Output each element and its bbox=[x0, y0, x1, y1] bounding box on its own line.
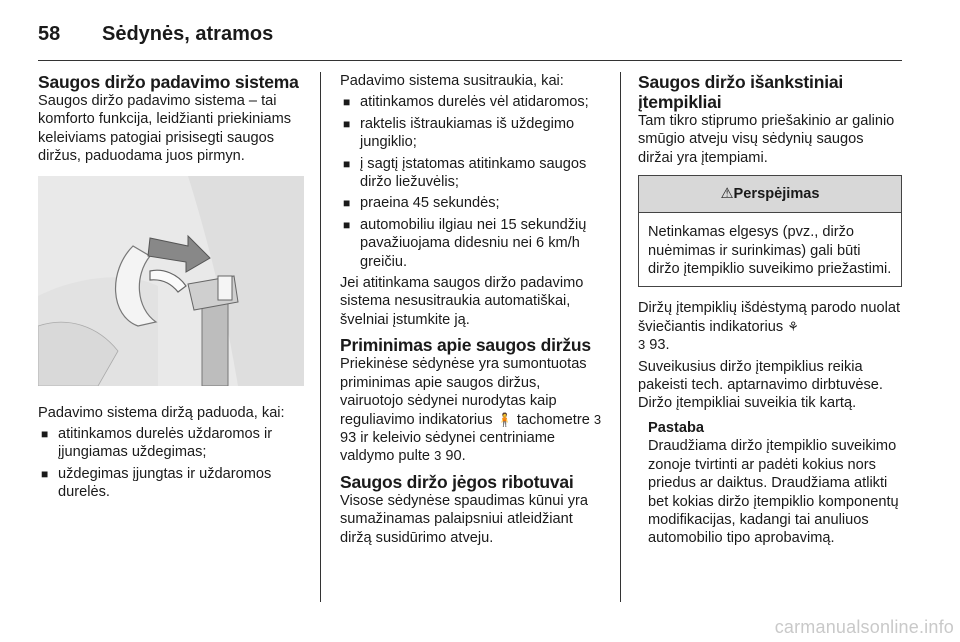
column-2 bbox=[340, 72, 602, 550]
header-rule bbox=[38, 60, 902, 61]
column-1 bbox=[38, 72, 304, 505]
seatbelt-presenter-drawing bbox=[38, 176, 304, 386]
seatbelt-presenter-illustration bbox=[38, 176, 304, 386]
replacement-text: Suveikusius diržo įtempiklius reikia pakeisti tech. aptarnavimo dirbtuvėse. Diržo įtempikliai suveikia tik kartą. bbox=[638, 358, 883, 412]
warning-title: Perspėjimas bbox=[733, 186, 820, 203]
watermark: carmanualsonline.info bbox=[774, 617, 954, 637]
bullet-icon: ■ bbox=[343, 95, 351, 110]
warning-icon: ⚠ bbox=[720, 186, 734, 203]
page-number: 58 bbox=[38, 22, 61, 45]
section-heading-force-limiters: Saugos diržo jėgos ribotuvai bbox=[340, 471, 574, 492]
column-divider bbox=[620, 72, 621, 602]
page-reference-link[interactable]: 93. bbox=[649, 337, 670, 354]
warning-header bbox=[639, 176, 901, 213]
deploy-conditions-list bbox=[38, 425, 304, 502]
page-reference-link[interactable]: 90 bbox=[445, 448, 462, 465]
cross-reference-icon: 3 bbox=[638, 337, 646, 353]
bullet-icon: ■ bbox=[343, 116, 351, 131]
list-item: ■ praeina 45 sekundės; bbox=[343, 195, 500, 212]
bullet-icon: ■ bbox=[41, 427, 49, 442]
pretensioner-intro: Tam tikro stiprumo priešakinio ar galinio smūgio atveju visų sėdynių saugos diržai yra įtempiami. bbox=[638, 113, 895, 166]
indicator-text: Diržų įtempiklių išdėstymą parodo nuolat šviečiantis indikatorius ⚘ 3 93. bbox=[638, 300, 900, 354]
bullet-icon: ■ bbox=[343, 196, 351, 211]
presenter-intro: Saugos diržo padavimo sistema – tai komforto funkcija, leidžianti priekiniams keleiviams patogiai prisisegti saugos diržus, paduodama juos pirmyn. bbox=[38, 93, 292, 165]
section-heading-belt-presenter: Saugos diržo padavimo sistema bbox=[38, 72, 299, 92]
note-title: Pastaba bbox=[648, 419, 704, 436]
seatbelt-reminder-icon: 🧍 bbox=[496, 411, 513, 427]
chapter-title: Sėdynės, atramos bbox=[102, 22, 274, 45]
bullet-icon: ■ bbox=[343, 217, 351, 232]
section-heading-belt-reminder: Priminimas apie saugos diržus bbox=[340, 335, 591, 356]
presenter-deploy-intro: Padavimo sistema diržą paduoda, kai: bbox=[38, 404, 285, 421]
list-item: ■ į sagtį įstatomas atitinkamo saugos diržo liežuvėlis; bbox=[343, 155, 587, 191]
manual-retract-text: Jei atitinkama saugos diržo padavimo sistema nesusitraukia automatiškai, švelniai įstumkite ją. bbox=[340, 275, 584, 328]
list-item: ■ atitinkamos durelės uždaromos ir įjungiamas uždegimas; bbox=[41, 426, 273, 461]
list-item: ■ raktelis ištraukiamas iš uždegimo jungiklio; bbox=[343, 115, 575, 151]
column-3 bbox=[638, 72, 902, 548]
airbag-pretensioner-icon: ⚘ bbox=[787, 318, 799, 334]
force-limiter-text: Visose sėdynėse spaudimas kūnui yra sumažinamas palaipsniui atleidžiant diržą susidūrimo atveju. bbox=[340, 492, 588, 546]
bullet-icon: ■ bbox=[41, 466, 49, 481]
page-header bbox=[38, 14, 273, 54]
cross-reference-icon: 3 bbox=[434, 448, 442, 464]
column-divider bbox=[320, 72, 321, 602]
cross-reference-icon: 3 bbox=[593, 411, 602, 427]
warning-text: Netinkamas elgesys (pvz., diržo nuėmimas ir surinkimas) gali būti diržo įtempiklio suveikimo priežastimi. bbox=[648, 224, 892, 278]
section-heading-pretensioners: Saugos diržo išankstiniai įtempikliai bbox=[638, 72, 844, 112]
note-block bbox=[638, 419, 902, 548]
bullet-icon: ■ bbox=[343, 156, 351, 171]
retract-intro: Padavimo sistema susitraukia, kai: bbox=[340, 73, 564, 89]
warning-box bbox=[638, 175, 902, 287]
page-reference-link[interactable]: 93 bbox=[340, 429, 357, 446]
list-item: ■ uždegimas įjungtas ir uždaromos durelės. bbox=[41, 465, 272, 501]
note-text: Draudžiama diržo įtempiklio suveikimo zonoje tvirtinti ar padėti kokius nors priedus ar daiktus. Draudžiama atlikti bet kokias diržo įtempiklio komponentų modifikacijas, kadangi tai anuliuos automobilio tipo aprobavimą. bbox=[648, 438, 899, 547]
retract-conditions-list bbox=[340, 93, 602, 271]
reminder-text: Priekinėse sėdynėse yra sumontuotas priminimas apie saugos diržus, vairuotojo sėdynei nurodytas kaip reguliavimo indikatorius 🧍 tachometre 3 93 ir keleivio sėdynei centriniame valdymo pulte 3 90. bbox=[340, 356, 602, 465]
list-item: ■ atitinkamos durelės vėl atidaromos; bbox=[343, 94, 589, 111]
list-item: ■ automobiliu ilgiau nei 15 sekundžių pavažiuojama didesniu nei 6 km/h greičiu. bbox=[343, 216, 587, 270]
